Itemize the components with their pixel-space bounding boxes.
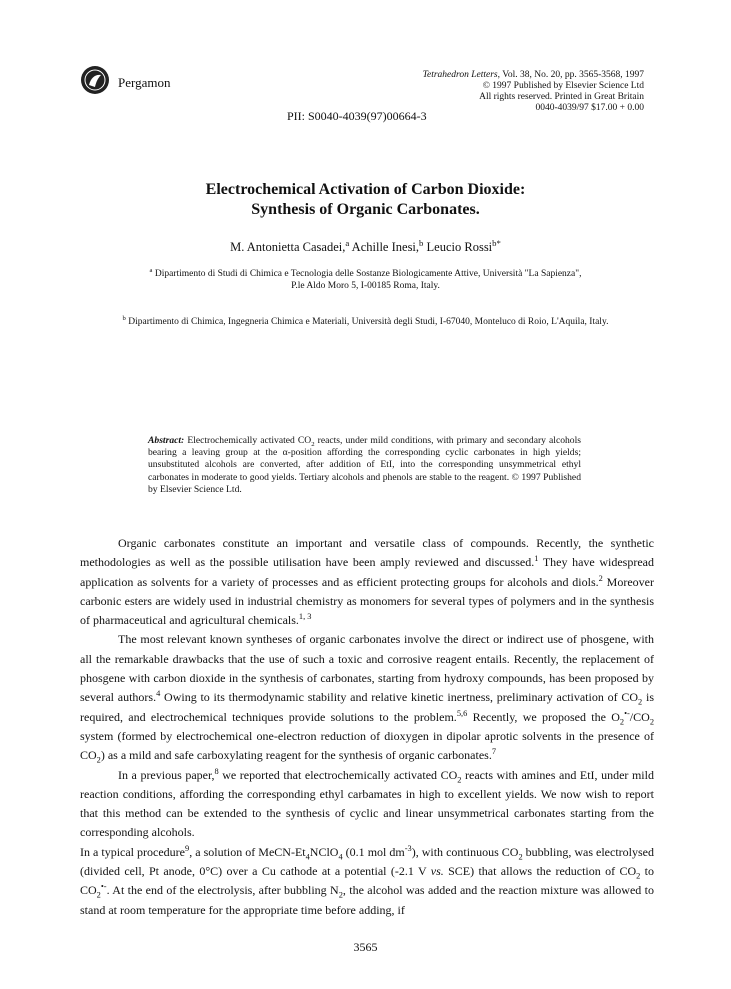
journal-info [423,70,644,114]
page-number: 3565 [353,940,378,954]
pii-identifier: PII: S0040-4039(97)00664-3 [287,109,427,123]
pergamon-logo-icon [80,65,110,95]
price-line: 0040-4039/97 $17.00 + 0.00 [535,103,644,113]
article-body [80,534,654,920]
title-line-2: Synthesis of Organic Carbonates. [251,201,480,218]
paragraph-2: The most relevant known syntheses of organic carbonates involve the direct or indirect use of phosgene, with all the remarkable drawbacks that the use of such a toxic and corrosive reagent entails. Recently, the replacement of phosgene with carbon dioxide in the synthesis of carbonates, starting from hydroxy compounds, has been proposed by several authors.$^4$ Owing to its thermodynamic stability and relative kinetic inertness, preliminary activation of $CO_2$ is required, and electrochemical techniques provide solutions to the problem.$^{5,6}$ Recently, we proposed the $O_2^{•-}/CO_2$ system (formed by electrochemical one-electron reduction of dioxygen in dipolar aprotic solvents in the presence of $CO_2$) as a mild and safe carboxylating reagent for the synthesis of organic carbonates.$^7$ [80,632,654,765]
title-line-1: Electrochemical Activation of Carbon Dioxide: [205,181,526,198]
paragraph-3: In a previous paper,$^8$ we reported that electrochemically activated $CO_2$ reacts with amines and EtI, under mild reaction conditions, affording the corresponding ethyl carbamates in high to excellent yields. We now wish to report that this method can be extended to the synthesis of cyclic and linear unsymmetrical carbonates starting from the corresponding alcohols. [80,766,654,840]
copyright-line: © 1997 Published by Elsevier Science Ltd [482,81,644,91]
publisher-name: Pergamon [118,75,171,90]
journal-citation: Tetrahedron Letters, Vol. 38, No. 20, pp. 3565-3568, 1997 [422,70,644,80]
author-list: M. Antonietta Casadei,$^a$ Achille Inesi,$^b$ Leucio Rossi$^{b*}$ [230,237,501,254]
abstract: Abstract: Electrochemically activated $CO_2$ reacts, under mild conditions, with primary and secondary alcohols bearing a leaving group at the α-position affording the corresponding cyclic carbonates in high yields; unsubstituted alcohols are converted, after addition of EtI, into the corresponding unsymmetrical ethyl carbonates in moderate to good yields. Tertiary alcohols and phenols are stable to the reagent. © 1997 Published by Elsevier Science Ltd. [148,435,581,495]
paragraph-1: Organic carbonates constitute an important and versatile class of compounds. Recently, the synthetic methodologies as well as the possible utilisation have been amply reviewed and discussed.$^1$ They have widespread application as solvents for a variety of processes and as efficient protecting groups for alcohols and diols.$^2$ Moreover carbonic esters are widely used in industrial chemistry as monomers for several types of polymers and in the synthesis of pharmaceutical and agricultural chemicals.$^{1, 3}$ [80,536,654,628]
rights-line: All rights reserved. Printed in Great Britain [479,92,644,102]
abstract-label: Abstract: [148,435,185,446]
affiliation-a: $^a$ Dipartimento di Studi di Chimica e Tecnologia delle Sostanze Biologicamente Attive, Università "La Sapienza", P.le Aldo Moro 5, I-00185 Roma, Italy. [149,266,582,291]
affiliation-b: $^b$ Dipartimento di Chimica, Ingegneria Chimica e Materiali, Università degli Studi, I-67040, Monteluco di Roio, L'Aquila, Italy. [122,314,609,327]
article-title [0,180,731,220]
paragraph-4: In a typical procedure$^9$, a solution of MeCN-$Et_4NClO_4$ (0.1 mol $dm^{-3}$), with continuous $CO_2$ bubbling, was electrolysed (divided cell, Pt anode, 0°C) over a Cu cathode at a potential (-2.1 V vs. SCE) that allows the reduction of $CO_2$ to $CO_2^{•-}$. At the end of the electrolysis, after bubbling $N_2$, the alcohol was added and the reaction mixture was allowed to stand at room temperature for the appropriate time before adding, if [80,843,654,917]
journal-name: Tetrahedron Letters [422,70,498,80]
